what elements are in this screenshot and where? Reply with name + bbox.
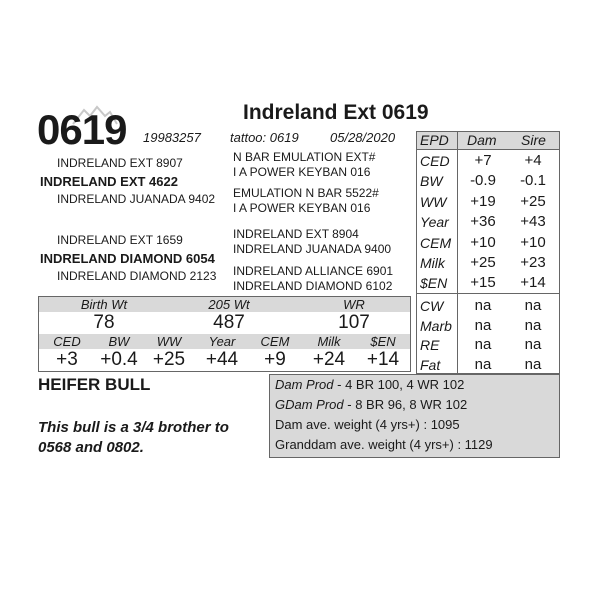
epd-sire-value: +14	[520, 274, 546, 292]
epd-row	[417, 272, 559, 294]
epd-value: +44	[205, 349, 239, 370]
epd-dam-value: na	[474, 336, 492, 353]
epd-label: $EN	[370, 334, 396, 349]
dam-production: Dam Prod - 4 BR 100, 4 WR 102	[275, 377, 465, 392]
lot-note: This bull is a 3/4 brother to 0568 and 0802.	[38, 419, 229, 456]
epd-dam-value: na	[474, 355, 492, 373]
lot-number: 0619	[37, 106, 127, 153]
pedigree-ancestor: INDRELAND ALLIANCE 6901	[233, 264, 394, 278]
wr-label: WR	[343, 297, 365, 312]
epd-label: Year	[208, 334, 236, 349]
epd-dam-value: +25	[470, 254, 496, 271]
pedigree-ancestor: INDRELAND DIAMOND 6102	[233, 279, 393, 293]
epd-sire-value: +43	[520, 213, 546, 231]
epd-row	[417, 232, 559, 254]
epd-row	[417, 170, 559, 192]
epd-row-label: RE	[420, 337, 440, 353]
epd-row	[417, 191, 559, 213]
epd-header-label: EPD	[420, 132, 449, 148]
pedigree-dam: INDRELAND DIAMOND 6054	[40, 251, 215, 266]
epd-row	[417, 354, 559, 376]
wr-value: 107	[338, 312, 370, 333]
pedigree-ancestor: N BAR EMULATION EXT#	[233, 150, 376, 164]
sex-label: HEIFER BULL	[38, 375, 151, 394]
animal-name: Indreland Ext 0619	[243, 101, 429, 124]
pedigree-ancestor: I A POWER KEYBAN 016	[233, 201, 371, 215]
registration-number: 19983257	[143, 130, 201, 145]
205-weight-label: 205 Wt	[208, 297, 250, 312]
pedigree-sire-sire: INDRELAND EXT 8907	[57, 156, 183, 170]
epd-value: +25	[152, 349, 186, 370]
birth-date: 05/28/2020	[330, 130, 396, 145]
epd-sire-value: na	[524, 355, 542, 373]
epd-row-label: CED	[420, 153, 450, 169]
epd-row-label: Marb	[420, 317, 452, 334]
epd-label: CED	[53, 334, 81, 349]
epd-table-header	[417, 132, 559, 150]
pedigree-dam-dam: INDRELAND DIAMOND 2123	[57, 269, 217, 283]
epd-value: +3	[56, 349, 78, 370]
pedigree-sire-dam: INDRELAND JUANADA 9402	[57, 192, 216, 206]
205-weight-value: 487	[213, 312, 245, 333]
epd-header-sire: Sire	[521, 132, 546, 148]
pedigree-ancestor: INDRELAND EXT 8904	[233, 227, 359, 241]
epd-row-label: Fat	[420, 356, 441, 373]
epd-label: WW	[156, 334, 182, 349]
epd-row-label: Milk	[420, 255, 445, 271]
birth-weight-value: 78	[93, 312, 115, 333]
granddam-average-weight: Granddam ave. weight (4 yrs+) : 1129	[275, 437, 493, 452]
epd-value: +0.4	[100, 349, 138, 370]
epd-dam-value: +7	[474, 152, 492, 169]
epd-row-label: $EN	[420, 275, 448, 292]
epd-sire-value: na	[524, 336, 542, 353]
epd-sire-value: na	[524, 316, 542, 334]
epd-label: BW	[108, 334, 130, 349]
epd-row-label: BW	[420, 173, 443, 190]
epd-row	[417, 252, 559, 274]
epd-table	[416, 131, 560, 374]
epd-sire-value: +23	[520, 254, 546, 271]
epd-dam-value: na	[474, 297, 492, 314]
epd-value: +14	[366, 349, 400, 370]
epd-label: Milk	[317, 334, 341, 349]
epd-dam-value: +36	[470, 213, 496, 231]
weights-epd-box	[38, 296, 411, 372]
granddam-production: GDam Prod - 8 BR 96, 8 WR 102	[275, 397, 468, 412]
epd-dam-value: -0.9	[470, 172, 496, 190]
epd-header-dam: Dam	[467, 132, 497, 148]
epd-row	[417, 211, 559, 233]
epd-row	[417, 150, 559, 172]
pedigree-ancestor: EMULATION N BAR 5522#	[233, 186, 379, 200]
birth-weight-label: Birth Wt	[80, 297, 128, 312]
tattoo: tattoo: 0619	[230, 130, 299, 145]
pedigree-sire: INDRELAND EXT 4622	[40, 174, 178, 189]
production-box	[269, 374, 560, 458]
epd-row-label: CEM	[420, 234, 452, 251]
epd-dam-value: na	[474, 316, 492, 334]
epd-row-label: Year	[420, 214, 449, 231]
epd-value: +24	[312, 349, 346, 370]
epd-value: +9	[264, 349, 286, 370]
dam-average-weight: Dam ave. weight (4 yrs+) : 1095	[275, 417, 460, 432]
epd-sire-value: +25	[520, 192, 546, 210]
epd-sire-value: -0.1	[520, 172, 546, 190]
pedigree-dam-sire: INDRELAND EXT 1659	[57, 233, 183, 247]
epd-sire-value: na	[524, 297, 542, 314]
epd-row-label: CW	[420, 298, 444, 314]
epd-dam-value: +10	[470, 233, 496, 251]
epd-row-label: WW	[420, 193, 447, 210]
epd-dam-value: +15	[470, 274, 496, 292]
epd-sire-value: +4	[524, 152, 542, 169]
epd-label: CEM	[260, 334, 290, 349]
epd-dam-value: +19	[470, 192, 496, 210]
epd-sire-value: +10	[520, 233, 546, 251]
pedigree-ancestor: I A POWER KEYBAN 016	[233, 165, 371, 179]
pedigree-ancestor: INDRELAND JUANADA 9400	[233, 242, 392, 256]
